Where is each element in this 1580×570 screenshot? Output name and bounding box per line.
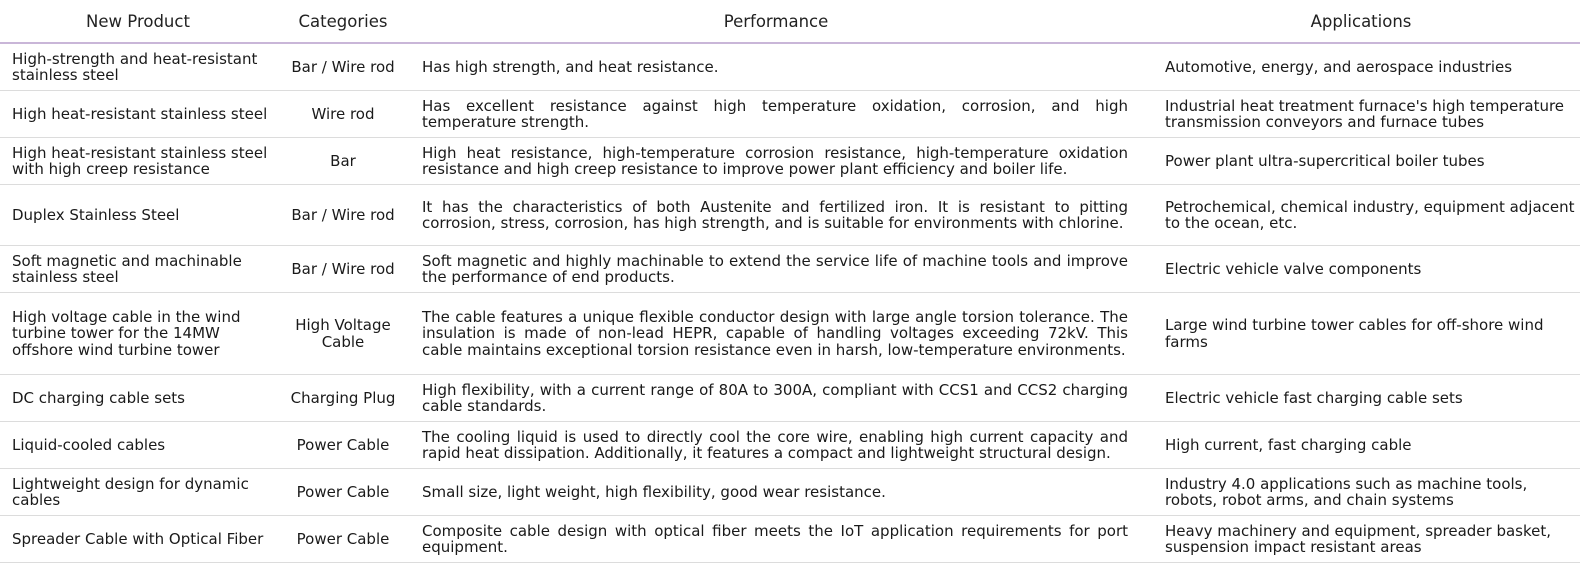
product-cell: High heat-resistant stainless steel [0,91,276,138]
category-cell: Wire rod [276,91,410,138]
product-cell: Duplex Stainless Steel [0,185,276,246]
application-cell: Automotive, energy, and aerospace industries [1142,43,1580,91]
performance-cell: Has high strength, and heat resistance. [410,43,1142,91]
table-row [0,516,1580,563]
category-cell: Bar / Wire rod [276,185,410,246]
performance-cell: The cooling liquid is used to directly cool the core wire, enabling high current capacity and rapid heat dissipation. Additionally, it features a compact and lightweight structural design. [410,422,1142,469]
application-cell: Industrial heat treatment furnace's high temperature transmission conveyors and furnace tubes [1142,91,1580,138]
table-row [0,43,1580,91]
application-cell: Petrochemical, chemical industry, equipment adjacent to the ocean, etc. [1142,185,1580,246]
header-new-product: New Product [0,0,276,43]
performance-cell: High flexibility, with a current range of 80A to 300A, compliant with CCS1 and CCS2 charging cable standards. [410,375,1142,422]
table-row [0,293,1580,375]
product-cell: High voltage cable in the wind turbine tower for the 14MW offshore wind turbine tower [0,293,276,375]
performance-cell: High heat resistance, high-temperature corrosion resistance, high-temperature oxidation resistance and high creep resistance to improve power plant efficiency and boiler life. [410,138,1142,185]
performance-cell: Small size, light weight, high flexibility, good wear resistance. [410,469,1142,516]
category-cell: Power Cable [276,469,410,516]
performance-cell: Composite cable design with optical fiber meets the IoT application requirements for port equipment. [410,516,1142,563]
category-cell: High Voltage Cable [276,293,410,375]
category-cell: Power Cable [276,516,410,563]
category-cell: Bar / Wire rod [276,246,410,293]
table-row [0,469,1580,516]
product-cell: High heat-resistant stainless steel with high creep resistance [0,138,276,185]
performance-cell: Has excellent resistance against high temperature oxidation, corrosion, and high temperature strength. [410,91,1142,138]
application-cell: Large wind turbine tower cables for off-shore wind farms [1142,293,1580,375]
header-row [0,0,1580,43]
application-cell: Electric vehicle valve components [1142,246,1580,293]
header-performance: Performance [410,0,1142,43]
category-cell: Charging Plug [276,375,410,422]
application-cell: High current, fast charging cable [1142,422,1580,469]
application-cell: Power plant ultra-supercritical boiler tubes [1142,138,1580,185]
header-categories: Categories [276,0,410,43]
product-cell: Lightweight design for dynamic cables [0,469,276,516]
category-cell: Power Cable [276,422,410,469]
performance-cell: The cable features a unique flexible conductor design with large angle torsion tolerance. The insulation is made of non-lead HEPR, capable of handling voltages exceeding 72kV. This cable maintains exceptional torsion resistance even in harsh, low-temperature environments. [410,293,1142,375]
performance-cell: Soft magnetic and highly machinable to extend the service life of machine tools and improve the performance of end products. [410,246,1142,293]
application-cell: Industry 4.0 applications such as machine tools, robots, robot arms, and chain systems [1142,469,1580,516]
product-cell: High-strength and heat-resistant stainless steel [0,43,276,91]
header-applications: Applications [1142,0,1580,43]
table-row [0,91,1580,138]
product-cell: Soft magnetic and machinable stainless steel [0,246,276,293]
application-cell: Electric vehicle fast charging cable sets [1142,375,1580,422]
product-cell: Spreader Cable with Optical Fiber [0,516,276,563]
table-row [0,375,1580,422]
application-cell: Heavy machinery and equipment, spreader basket, suspension impact resistant areas [1142,516,1580,563]
table-row [0,246,1580,293]
product-cell: DC charging cable sets [0,375,276,422]
category-cell: Bar [276,138,410,185]
table-row [0,422,1580,469]
table-row [0,185,1580,246]
product-cell: Liquid-cooled cables [0,422,276,469]
table-row [0,138,1580,185]
performance-cell: It has the characteristics of both Austenite and fertilized iron. It is resistant to pitting corrosion, stress, corrosion, has high strength, and is suitable for environments with chlorine. [410,185,1142,246]
category-cell: Bar / Wire rod [276,43,410,91]
